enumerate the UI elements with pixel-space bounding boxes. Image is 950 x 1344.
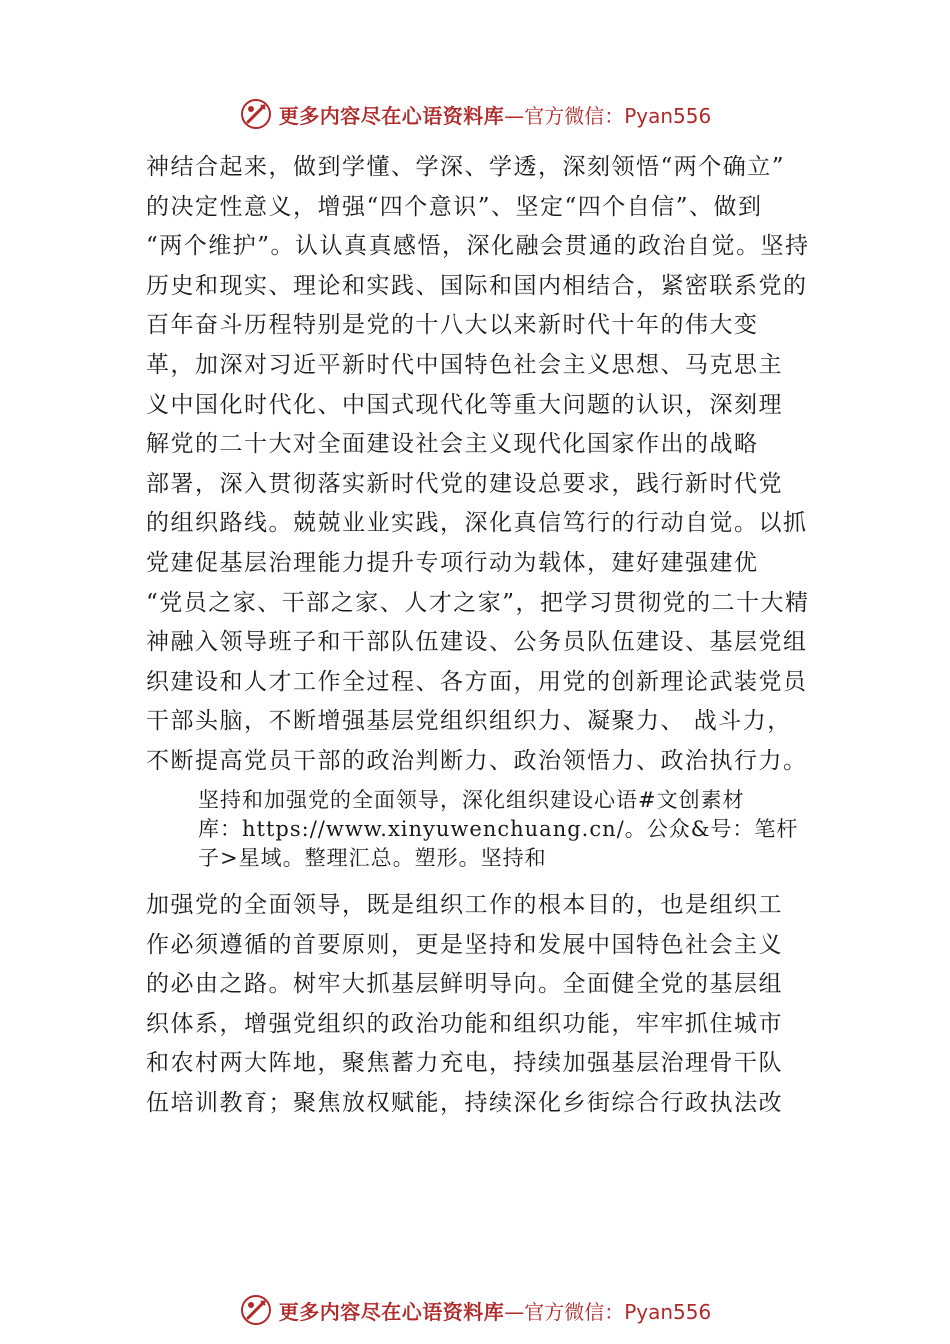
text-line: 的组织路线。兢兢业业实践，深化真信笃行的行动自觉。以抓: [146, 510, 808, 537]
text-line: “两个维护”。认认真真感悟，深化融会贯通的政治自觉。坚持: [146, 233, 810, 260]
paragraph-2: [146, 886, 826, 1124]
text-line: 神融入领导班子和干部队伍建设、公务员队伍建设、基层党组: [146, 629, 808, 656]
text-line: 织建设和人才工作全过程、各方面，用党的创新理论武装党员: [146, 668, 808, 695]
text-line: 织体系，增强党组织的政治功能和组织功能，牢牢抓住城市: [146, 1010, 783, 1037]
footer-banner-contact: —官方微信：Pyan556: [504, 1299, 712, 1324]
note-line: 子>星域。整理汇总。塑形。坚持和: [198, 846, 547, 870]
text-line: 解党的二十大对全面建设社会主义现代化国家作出的战略: [146, 431, 759, 458]
footer-banner-title: 更多内容尽在心语资料库: [278, 1299, 505, 1324]
header-banner-contact: —官方微信：Pyan556: [504, 103, 712, 128]
text-line: 神结合起来，做到学懂、学深、学透，深刻领悟“两个确立”: [146, 154, 786, 180]
text-line: 部署，深入贯彻落实新时代党的建设总要求，践行新时代党: [146, 470, 783, 497]
text-line: 的必由之路。树牢大抓基层鲜明导向。全面健全党的基层组: [146, 971, 783, 998]
text-line: 干部头脑，不断增强基层党组织组织力、凝聚力、 战斗力，: [146, 708, 792, 735]
text-line: 加强党的全面领导，既是组织工作的根本目的，也是组织工: [146, 892, 783, 918]
note-line: 坚持和加强党的全面领导，深化组织建设心语#文创素材: [198, 788, 745, 812]
pen-logo-icon: [239, 97, 273, 131]
text-line: 百年奋斗历程特别是党的十八大以来新时代十年的伟大变: [146, 312, 759, 339]
text-line: 的决定性意义，增强“四个意识”、坚定“四个自信”、做到: [146, 193, 763, 220]
header-banner-title: 更多内容尽在心语资料库: [278, 103, 505, 128]
text-line: 不断提高党员干部的政治判断力、政治领悟力、政治执行力。: [146, 747, 808, 774]
text-line: 作必须遵循的首要原则，更是坚持和发展中国特色社会主义: [146, 931, 783, 958]
text-line: 革，加深对习近平新时代中国特色社会主义思想、马克思主: [146, 351, 783, 378]
text-line: “党员之家、干部之家、人才之家”，把学习贯彻党的二十大精: [146, 589, 810, 616]
source-note: [198, 786, 838, 873]
pen-logo-icon: [239, 1293, 273, 1327]
text-line: 和农村两大阵地，聚焦蓄力充电，持续加强基层治理骨干队: [146, 1050, 783, 1077]
text-line: 义中国化时代化、中国式现代化等重大问题的认识，深刻理: [146, 391, 783, 418]
footer-banner: [0, 1290, 950, 1330]
text-line: 伍培训教育；聚焦放权赋能，持续深化乡街综合行政执法改: [146, 1089, 783, 1116]
text-line: 党建促基层治理能力提升专项行动为载体，建好建强建优: [146, 549, 759, 576]
note-line: 库：https://www.xinyuwenchuang.cn/。公众&号：笔杆: [198, 817, 799, 841]
header-banner: [0, 94, 950, 134]
paragraph-1: [146, 148, 826, 782]
text-line: 历史和现实、理论和实践、国际和国内相结合，紧密联系党的: [146, 272, 808, 299]
